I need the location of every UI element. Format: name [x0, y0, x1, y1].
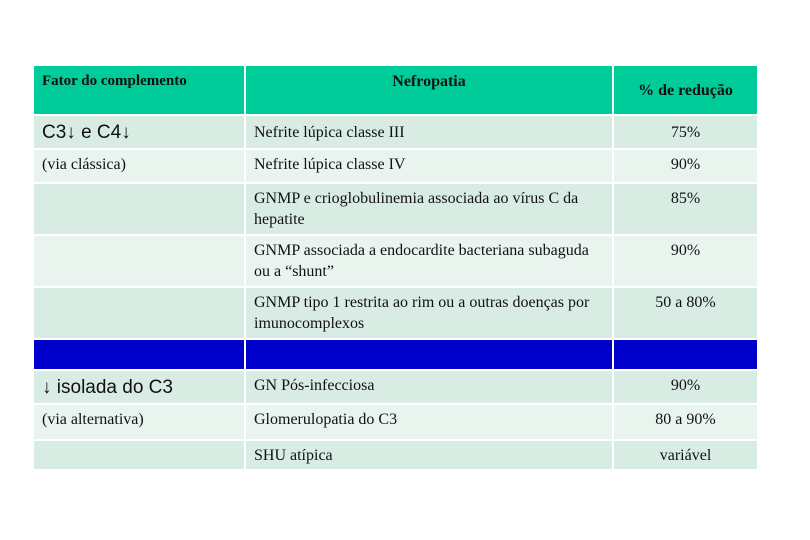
row-4-reduction: 90% [614, 236, 757, 286]
separator-bar [614, 340, 757, 369]
row-5-factor [34, 288, 244, 338]
row-7-factor: (via alternativa) [34, 405, 244, 439]
row-1-nephropathy: Nefrite lúpica classe III [246, 116, 612, 148]
separator-bar [34, 340, 244, 369]
row-8-nephropathy: SHU atípica [246, 441, 612, 469]
separator-bar [246, 340, 612, 369]
row-6-nephropathy: GN Pós-infecciosa [246, 371, 612, 403]
row-2-reduction: 90% [614, 150, 757, 182]
row-6-factor: ↓ isolada do C3 [34, 371, 244, 403]
row-7-nephropathy: Glomerulopatia do C3 [246, 405, 612, 439]
header-reduction-percent: % de redução [614, 66, 757, 114]
header-nephropathy: Nefropatia [246, 66, 612, 114]
row-8-factor [34, 441, 244, 469]
header-complement-factor: Fator do complemento [34, 66, 244, 114]
row-2-factor: (via clássica) [34, 150, 244, 182]
complement-table [34, 66, 757, 478]
row-4-nephropathy: GNMP associada a endocardite bacteriana subaguda ou a “shunt” [246, 236, 612, 286]
row-6-reduction: 90% [614, 371, 757, 403]
row-1-reduction: 75% [614, 116, 757, 148]
row-3-factor [34, 184, 244, 234]
row-1-factor: C3↓ e C4↓ [34, 116, 244, 148]
row-5-reduction: 50 a 80% [614, 288, 757, 338]
row-8-reduction: variável [614, 441, 757, 469]
row-3-reduction: 85% [614, 184, 757, 234]
row-2-nephropathy: Nefrite lúpica classe IV [246, 150, 612, 182]
row-3-nephropathy: GNMP e crioglobulinemia associada ao vírus C da hepatite [246, 184, 612, 234]
row-5-nephropathy: GNMP tipo 1 restrita ao rim ou a outras doenças por imunocomplexos [246, 288, 612, 338]
row-4-factor [34, 236, 244, 286]
row-7-reduction: 80 a 90% [614, 405, 757, 439]
